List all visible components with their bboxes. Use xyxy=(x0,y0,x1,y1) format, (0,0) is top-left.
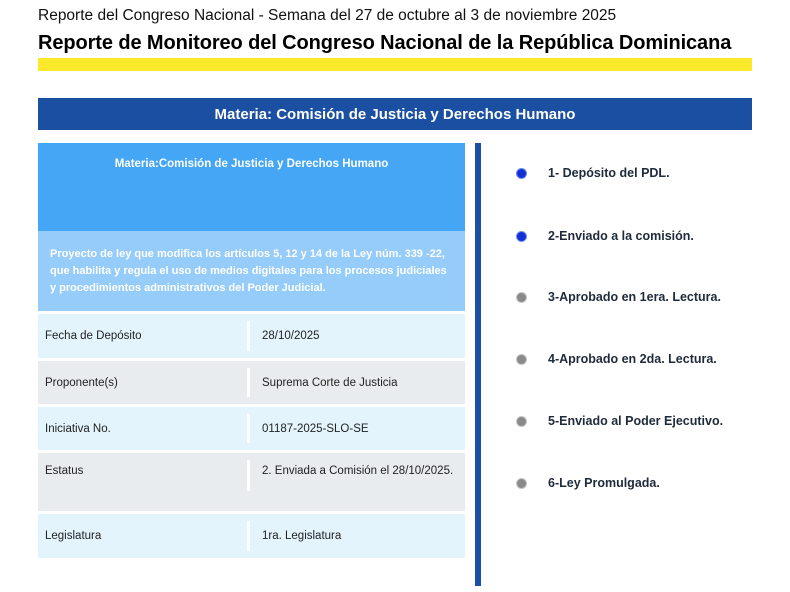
row-value: 1ra. Legislatura xyxy=(262,530,342,542)
row-proponentes xyxy=(38,361,465,404)
step-done-dot-icon xyxy=(517,169,526,178)
step-4 xyxy=(517,352,717,366)
row-iniciativa xyxy=(38,407,465,450)
card-heading: Materia:Comisión de Justicia y Derechos Humano xyxy=(38,143,465,231)
row-value: 2. Enviada a Comisión el 28/10/2025. xyxy=(262,465,454,477)
title-underline xyxy=(38,58,752,71)
step-2 xyxy=(517,229,694,243)
row-label: Fecha de Depósito xyxy=(45,330,142,342)
row-value: Suprema Corte de Justicia xyxy=(262,376,398,389)
step-6 xyxy=(517,476,660,490)
row-label: Proponente(s) xyxy=(45,376,118,389)
timeline-line xyxy=(475,143,481,586)
step-pending-dot-icon xyxy=(517,417,526,426)
row-label: Estatus xyxy=(45,465,84,477)
report-subtitle: Reporte del Congreso Nacional - Semana del 27 de octubre al 3 de noviembre 2025 xyxy=(38,7,617,24)
bill-card xyxy=(38,143,465,558)
step-label: 5-Enviado al Poder Ejecutivo. xyxy=(548,414,724,428)
row-legislatura xyxy=(38,514,465,558)
step-label: 1- Depósito del PDL. xyxy=(548,166,670,180)
step-label: 3-Aprobado en 1era. Lectura. xyxy=(548,290,721,304)
step-1 xyxy=(517,166,670,180)
step-3 xyxy=(517,290,721,304)
row-value: 01187-2025-SLO-SE xyxy=(262,422,369,435)
report-title: Reporte de Monitoreo del Congreso Nacional de la República Dominicana xyxy=(38,32,732,54)
step-label: 4-Aprobado en 2da. Lectura. xyxy=(548,352,717,366)
step-label: 6-Ley Promulgada. xyxy=(548,476,660,490)
step-done-dot-icon xyxy=(517,232,526,241)
row-value: 28/10/2025 xyxy=(262,330,320,342)
row-estatus xyxy=(38,453,465,511)
row-label: Iniciativa No. xyxy=(45,422,111,435)
step-label: 2-Enviado a la comisión. xyxy=(548,229,694,243)
bill-description: Proyecto de ley que modifica los artículos 5, 12 y 14 de la Ley núm. 339 -22, que habilita y regula el uso de medios digitales para los procesos judiciales y procedimientos administrativos del Poder Judicial. xyxy=(38,231,465,311)
step-5 xyxy=(517,414,723,428)
step-pending-dot-icon xyxy=(517,479,526,488)
step-pending-dot-icon xyxy=(517,293,526,302)
row-label: Legislatura xyxy=(45,530,102,542)
subject-banner: Materia: Comisión de Justicia y Derechos Humano xyxy=(38,98,752,130)
row-fecha-deposito xyxy=(38,314,465,358)
step-pending-dot-icon xyxy=(517,355,526,364)
